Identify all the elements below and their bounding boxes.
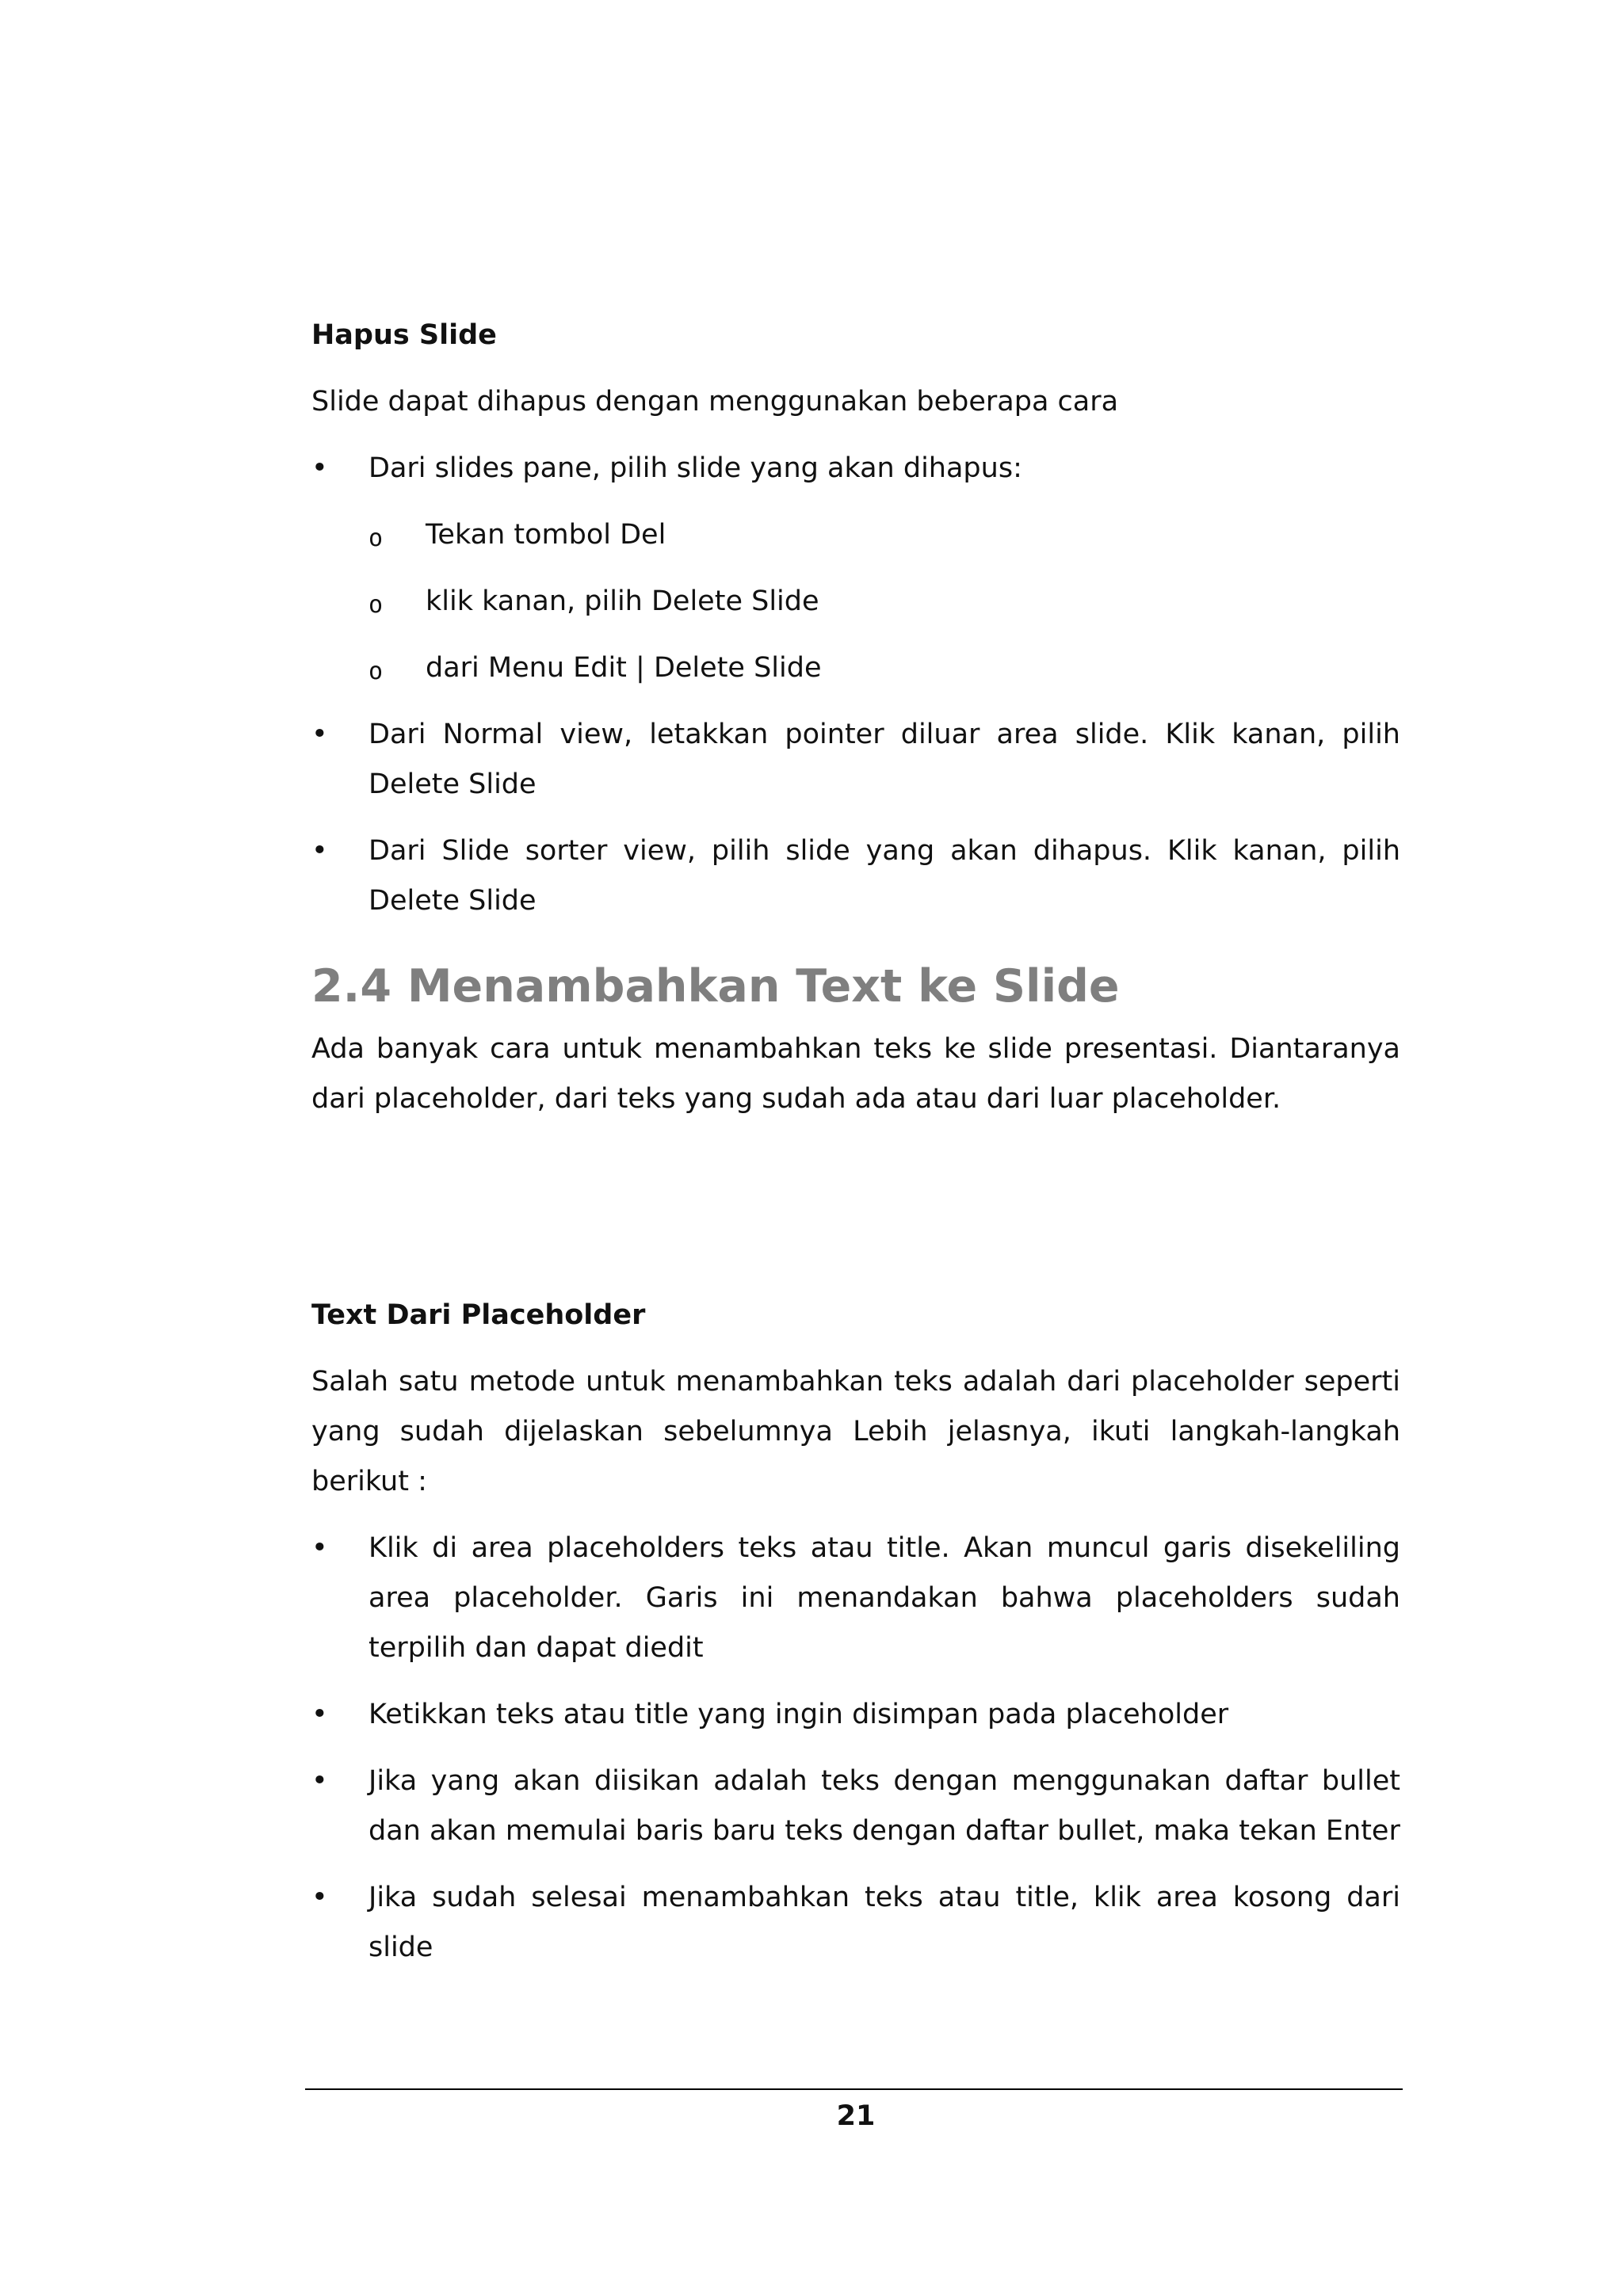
- text-placeholder-heading: Text Dari Placeholder: [311, 1299, 646, 1331]
- list-item: • Klik di area placeholders teks atau title. Akan muncul garis disekeliling area placeholder. Garis ini menandakan bahwa placeholders sudah terpilih dan dapat diedit: [311, 1524, 1400, 1673]
- list-item: • Jika yang akan diisikan adalah teks dengan menggunakan daftar bullet dan akan memulai baris baru teks dengan daftar bullet, maka tekan Enter: [311, 1756, 1400, 1856]
- list-item: [311, 710, 1400, 810]
- list-item: • Jika sudah selesai menambahkan teks atau title, klik area kosong dari slide: [311, 1873, 1400, 1973]
- hapus-slide-heading: Hapus Slide: [311, 319, 497, 351]
- list-item: • Ketikkan teks atau title yang ingin disimpan pada placeholder: [311, 1690, 1400, 1740]
- list-item-text: Dari slides pane, pilih slide yang akan dihapus:: [369, 452, 1022, 484]
- sub-list: [369, 510, 1400, 693]
- sub-list-item: o dari Menu Edit | Delete Slide: [369, 643, 1400, 693]
- page-number: 21: [836, 2100, 876, 2132]
- list-item-text: Dari Slide sorter view, pilih slide yang akan dihapus. Klik kanan, pilih Delete Slide: [369, 835, 1400, 917]
- sub-list-item: o klik kanan, pilih Delete Slide: [369, 577, 1400, 627]
- hapus-slide-list: [311, 444, 1400, 926]
- hapus-slide-intro: Slide dapat dihapus dengan menggunakan beberapa cara: [311, 386, 1119, 418]
- text-placeholder-list: [311, 1524, 1400, 1973]
- section-title: 2.4 Menambahkan Text ke Slide: [311, 960, 1120, 1013]
- list-item: [311, 444, 1400, 693]
- text-placeholder-intro: Salah satu metode untuk menambahkan teks adalah dari placeholder seperti yang sudah dijelaskan sebelumnya Lebih jelasnya, ikuti langkah-langkah berikut :: [311, 1366, 1400, 1497]
- section-intro: Ada banyak cara untuk menambahkan teks ke slide presentasi. Diantaranya dari placeholder, dari teks yang sudah ada atau dari luar placeholder.: [311, 1033, 1400, 1115]
- page-content: [311, 311, 1400, 1973]
- list-item-text: Dari Normal view, letakkan pointer diluar area slide. Klik kanan, pilih Delete Slide: [369, 719, 1400, 800]
- sub-list-item: o Tekan tombol Del: [369, 510, 1400, 560]
- list-item: [311, 826, 1400, 926]
- spacer: [311, 1124, 1400, 1291]
- footer-rule: [305, 2088, 1403, 2090]
